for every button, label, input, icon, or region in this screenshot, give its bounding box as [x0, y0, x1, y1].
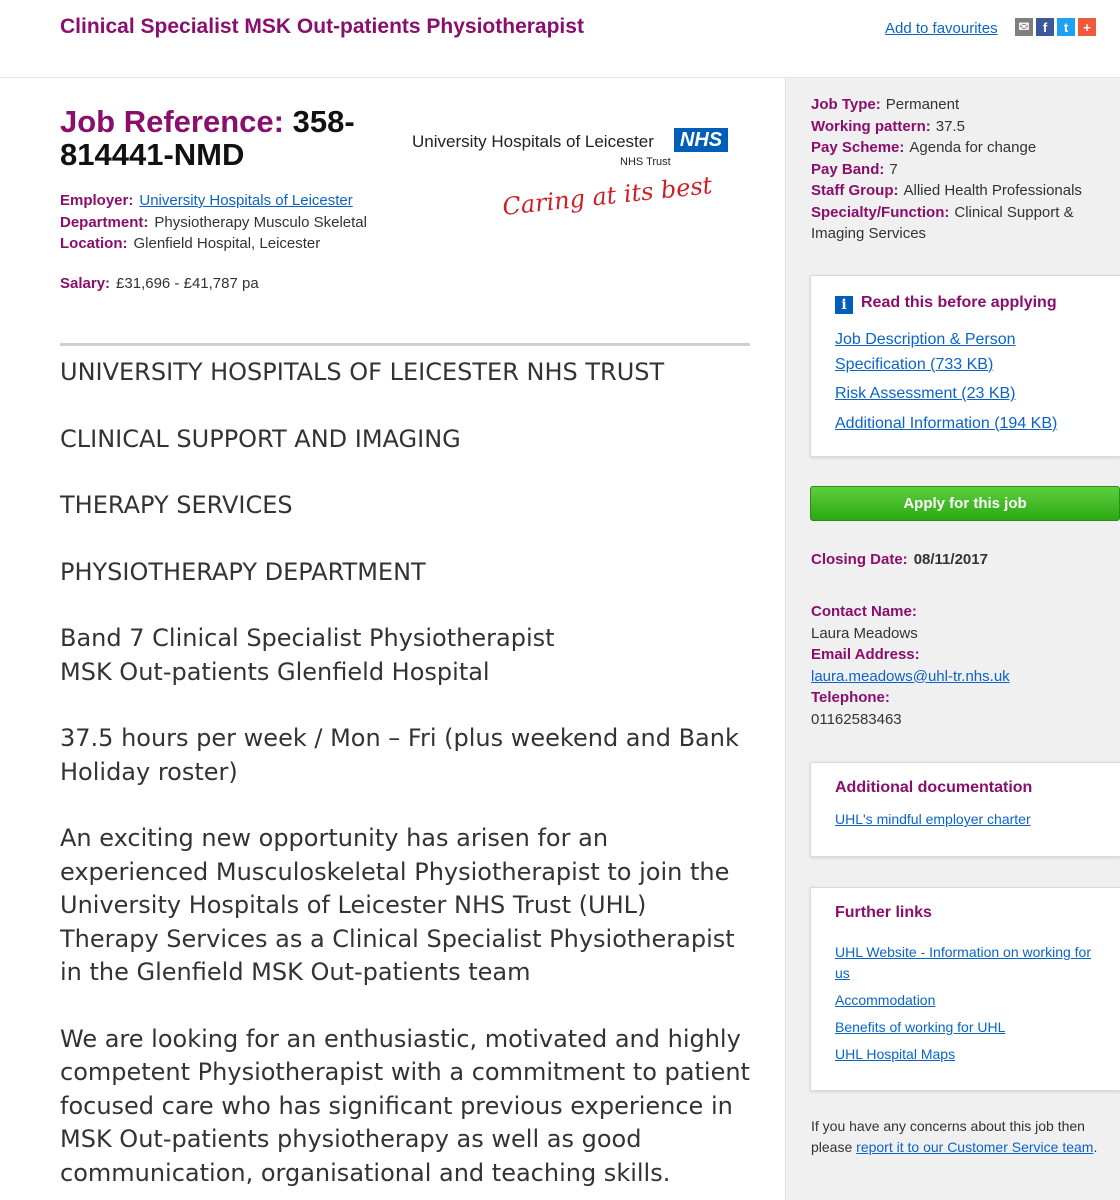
additional-documentation-title: Additional documentation — [835, 779, 1033, 796]
description-paragraph: THERAPY SERVICES — [60, 491, 293, 519]
detail-row — [811, 202, 1111, 245]
add-to-favourites-link[interactable]: Add to favourites — [885, 20, 998, 37]
employer-label: Employer: — [60, 192, 134, 209]
detail-value: 7 — [889, 160, 898, 178]
job-description — [60, 356, 750, 1200]
concerns-note: If you have any concerns about this job then please report it to our Customer Service team. — [811, 1118, 1098, 1155]
divider — [60, 343, 750, 346]
salary-label: Salary: — [60, 275, 111, 292]
detail-label: Pay Scheme: — [811, 139, 905, 156]
job-reference-label: Job Reference: — [60, 104, 284, 139]
plus-icon[interactable]: + — [1078, 18, 1096, 36]
contact-name-label: Contact Name: — [811, 603, 917, 620]
description-paragraph: 37.5 hours per week / Mon – Fri (plus weekend and Bank Holiday roster) — [60, 724, 739, 786]
detail-row — [811, 116, 1111, 138]
description-paragraph: PHYSIOTHERAPY DEPARTMENT — [60, 557, 426, 586]
location-row — [60, 235, 320, 252]
concerns-text: If you have any concerns about this job then please — [811, 1118, 1085, 1155]
department-value: Physiotherapy Musculo Skeletal — [154, 214, 367, 231]
share-icons — [1015, 18, 1096, 36]
salary-row — [60, 275, 259, 292]
contact-details — [811, 601, 1111, 730]
further-links-title: Further links — [835, 904, 932, 921]
detail-row — [811, 94, 1111, 116]
facebook-icon[interactable]: f — [1036, 18, 1054, 36]
further-links-card — [810, 887, 1120, 1091]
job-description-link[interactable]: Job Description & Person Specification (733 KB) — [835, 331, 1016, 373]
detail-value: Agenda for change — [909, 139, 1037, 156]
detail-value: Allied Health Professionals — [903, 182, 1082, 199]
salary-value: £31,696 - £41,787 pa — [116, 275, 259, 292]
description-line: Band 7 Clinical Specialist Physiotherapist — [60, 624, 555, 652]
risk-assessment-link[interactable]: Risk Assessment (23 KB) — [835, 385, 1016, 402]
email-label: Email Address: — [811, 646, 920, 663]
description-paragraph: We are looking for an enthusiastic, motivated and highly competent Physiotherapist with a commitment to patient focused care who has significant previous experience in MSK Out-patients physiotherapy as well as good communication, organisational and teaching skills. — [60, 1024, 750, 1187]
accommodation-link[interactable]: Accommodation — [835, 992, 936, 1008]
read-before-title: i Read this before applying — [835, 294, 1096, 314]
detail-label: Pay Band: — [811, 160, 885, 178]
additional-information-link[interactable]: Additional Information (194 KB) — [835, 414, 1058, 432]
description-paragraph: UNIVERSITY HOSPITALS OF LEICESTER NHS TRUST — [60, 358, 665, 386]
description-line: MSK Out-patients Glenfield Hospital — [60, 657, 490, 686]
description-paragraph: An exciting new opportunity has arisen for an experienced Musculoskeletal Physiotherapist to join the University Hospitals of Leicester NHS Trust (UHL) Therapy Services as a Clinical Specialist Physiotherapist in the Glenfield MSK Out-patients team — [60, 824, 735, 986]
detail-value: 37.5 — [935, 117, 965, 135]
employer-logo — [412, 126, 732, 236]
closing-date-value: 08/11/2017 — [913, 551, 988, 568]
department-row — [60, 214, 367, 231]
twitter-icon[interactable]: t — [1057, 18, 1075, 36]
telephone-value: 01162583463 — [811, 710, 902, 728]
info-icon: i — [835, 296, 853, 314]
hospital-maps-link[interactable]: UHL Hospital Maps — [835, 1046, 956, 1062]
uhl-website-link[interactable]: UHL Website - Information on working for us — [835, 944, 1091, 981]
detail-value: Permanent — [885, 96, 960, 113]
mindful-employer-link[interactable]: UHL's mindful employer charter — [835, 811, 1031, 827]
detail-value: Clinical Support & Imaging Services — [811, 203, 1074, 242]
location-value: Glenfield Hospital, Leicester — [133, 235, 321, 252]
nhs-badge: NHS — [674, 128, 728, 152]
page-title: Clinical Specialist MSK Out-patients Physiotherapist — [60, 15, 584, 38]
benefits-link[interactable]: Benefits of working for UHL — [835, 1019, 1006, 1035]
email-icon[interactable]: ✉ — [1015, 18, 1033, 36]
description-paragraph: CLINICAL SUPPORT AND IMAGING — [60, 424, 461, 453]
additional-documentation-card — [810, 762, 1120, 857]
employer-link[interactable]: University Hospitals of Leicester — [139, 192, 353, 209]
detail-row — [811, 180, 1111, 202]
logo-trust: NHS Trust — [620, 156, 671, 168]
location-label: Location: — [60, 235, 128, 252]
contact-name-value: Laura Meadows — [811, 624, 918, 642]
detail-row — [811, 159, 1111, 181]
detail-label: Staff Group: — [811, 182, 899, 199]
description-paragraph — [60, 622, 750, 689]
department-label: Department: — [60, 214, 149, 231]
detail-label: Specialty/Function: — [811, 203, 950, 221]
email-link[interactable]: laura.meadows@uhl-tr.nhs.uk — [811, 667, 1010, 685]
logo-org-name: University Hospitals of Leicester — [412, 132, 654, 151]
detail-label: Working pattern: — [811, 117, 931, 135]
closing-date-label: Closing Date: — [811, 551, 908, 568]
job-reference-value: 358-814441-NMD — [60, 104, 355, 172]
page-header — [0, 0, 1120, 78]
sidebar — [785, 78, 1120, 1200]
detail-label: Job Type: — [811, 96, 881, 113]
telephone-label: Telephone: — [811, 689, 890, 706]
report-link[interactable]: report it to our Customer Service team — [856, 1139, 1094, 1155]
closing-date — [811, 551, 988, 568]
read-before-applying-card — [810, 275, 1120, 457]
detail-row — [811, 137, 1111, 159]
logo-tagline: Caring at its best — [501, 171, 714, 221]
apply-button[interactable]: Apply for this job — [810, 486, 1120, 521]
job-details — [811, 94, 1111, 245]
job-reference — [60, 105, 380, 171]
employer-row — [60, 192, 353, 209]
